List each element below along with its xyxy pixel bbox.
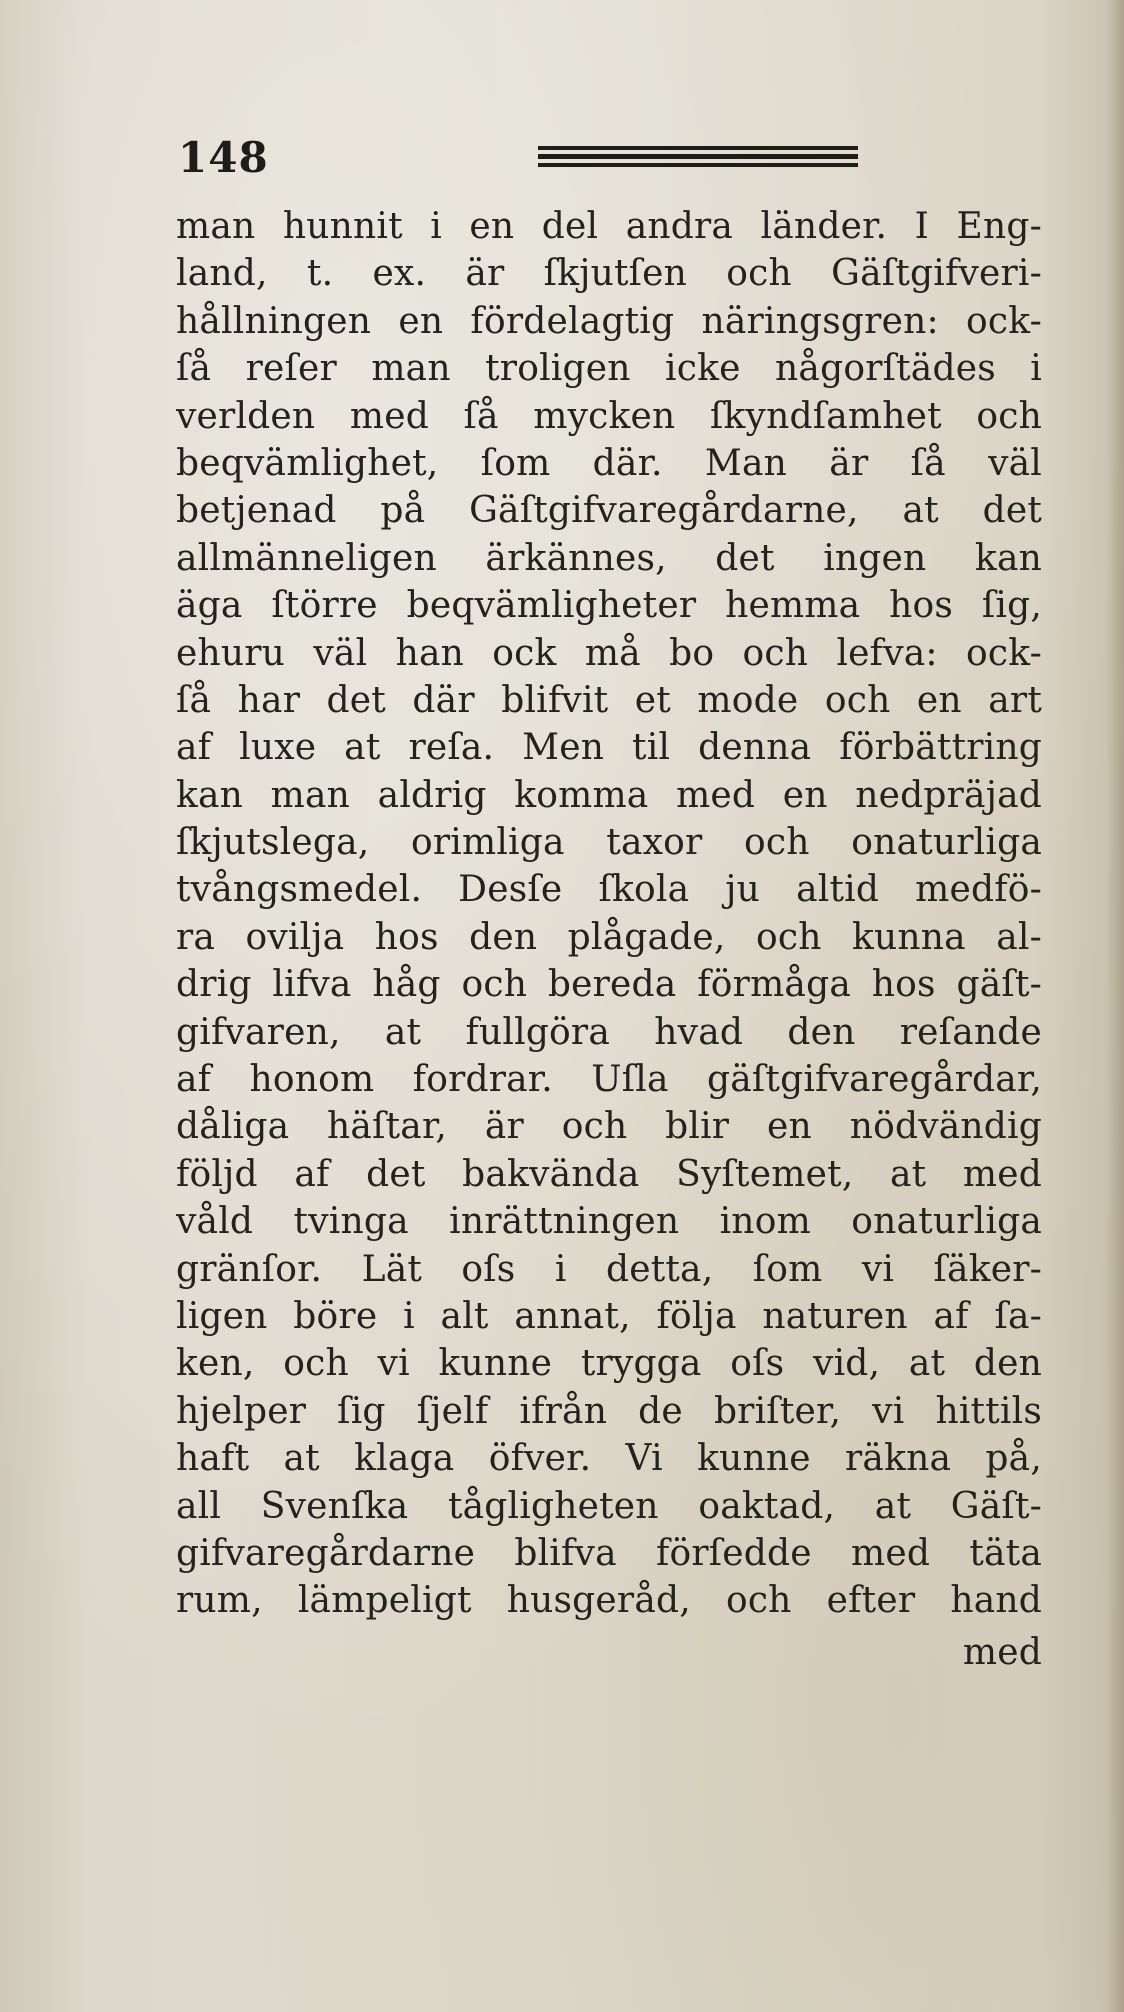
text-line: ken, och vi kunne trygga oſs vid, at den (176, 1343, 1042, 1385)
text-line: hjelper ſig ſjelf ifrån de briſter, vi hittils (176, 1390, 1042, 1432)
text-line: man hunnit i en del andra länder. I Eng- (176, 206, 1042, 247)
page-header (178, 128, 1038, 188)
text-line: all Svenſka tågligheten oaktad, at Gäſt- (176, 1485, 1042, 1527)
text-line: våld tvinga inrättningen inom onaturliga (176, 1201, 1042, 1243)
text-line: tvångsmedel. Desſe ſkola ju altid medfö- (176, 869, 1042, 911)
text-line: betjenad på Gäſtgifvaregårdarne, at det (176, 490, 1042, 532)
text-line: ehuru väl han ock må bo och lefva: ock- (176, 632, 1042, 674)
text-line: ra ovilja hos den plågade, och kunna al- (176, 916, 1042, 958)
text-line: verlden med ſå mycken ſkyndſamhet och (176, 395, 1042, 437)
text-line: ſå har det där blifvit et mode och en art (176, 679, 1042, 721)
page-edge-shadow (1106, 0, 1124, 2012)
text-line: följd af det bakvända Syſtemet, at med (176, 1153, 1042, 1195)
header-rule-ornament (538, 146, 858, 168)
body-text (176, 203, 1042, 1625)
text-line: gifvaregårdarne blifva förſedde med täta (176, 1532, 1042, 1574)
text-line: kan man aldrig komma med en nedpräjad (176, 774, 1042, 816)
text-line: ſkjutslega, orimliga taxor och onaturliga (176, 822, 1042, 864)
text-line: hållningen en fördelagtig näringsgren: ock- (176, 300, 1042, 342)
text-line: haft at klaga öfver. Vi kunne räkna på, (176, 1438, 1042, 1480)
text-line: gränſor. Lät oſs i detta, ſom vi ſäker- (176, 1248, 1042, 1290)
text-line: äga ſtörre beqvämligheter hemma hos ſig, (176, 585, 1042, 627)
catchword-line (176, 1629, 1042, 1676)
text-line: rum, lämpeligt husgeråd, och efter hand (176, 1580, 1042, 1622)
text-line: af honom fordrar. Uſla gäſtgifvaregårdar, (176, 1059, 1042, 1101)
text-line: gifvaren, at fullgöra hvad den reſande (176, 1011, 1042, 1053)
text-line: ſå reſer man troligen icke någorſtädes i (176, 348, 1042, 390)
text-line: drig lifva håg och bereda förmåga hos gäſt- (176, 964, 1042, 1006)
text-line: dåliga häſtar, är och blir en nödvändig (176, 1106, 1042, 1148)
text-line: ligen böre i alt annat, följa naturen af ſa- (176, 1295, 1042, 1337)
text-line: af luxe at reſa. Men til denna förbättring (176, 727, 1042, 769)
text-line: land, t. ex. är ſkjutſen och Gäſtgifveri- (176, 253, 1042, 295)
page-number: 148 (178, 133, 269, 182)
text-line: allmänneligen ärkännes, det ingen kan (176, 537, 1042, 579)
text-line: beqvämlighet, ſom där. Man är ſå väl (176, 442, 1042, 484)
catchword: med (962, 1632, 1042, 1673)
